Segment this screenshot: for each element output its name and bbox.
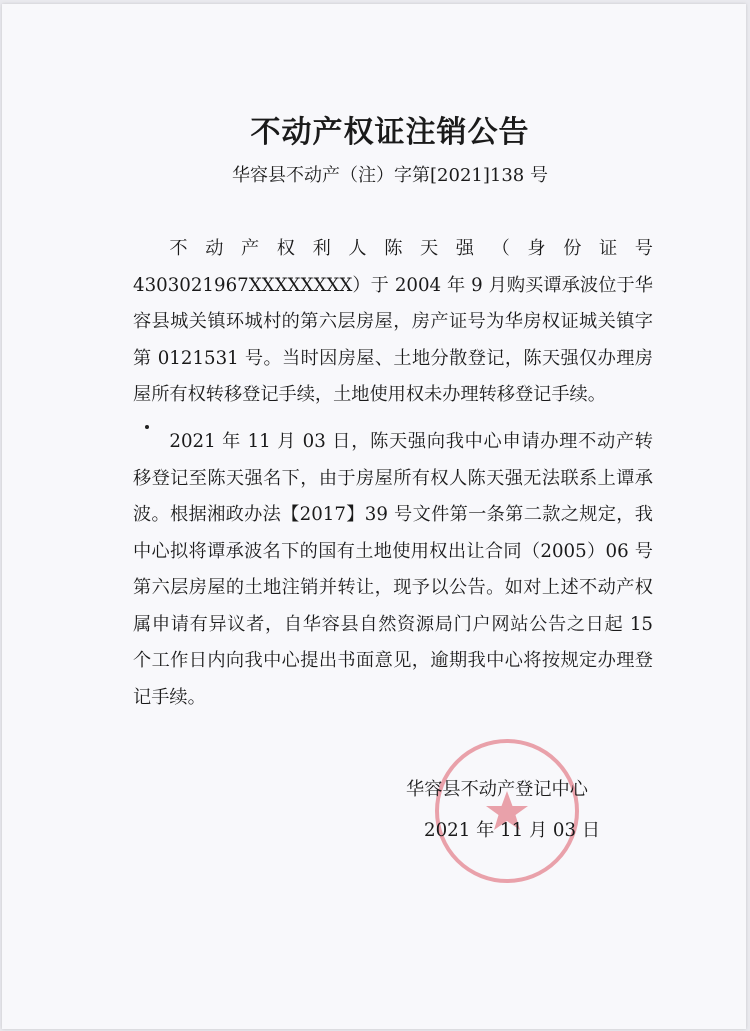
body-paragraph-2: 2021 年 11 月 03 日，陈天强向我中心申请办理不动产转移登记至陈天强名下，由于房屋所有权人陈天强无法联系上谭承波。根据湘政办法【2017】39 号文件第一条第二款之规定，我中心拟将谭承波名下的国有土地使用权出让合同（2005）06 号第六层房屋的土地注销并转让，现予以公告。如对上述不动产权属申请有异议者，自华容县自然资源局门户网站公告之日起 15 个工作日内向我中心提出书面意见，逾期我中心将按规定办理登记手续。 bbox=[133, 431, 653, 708]
signature-organization: 华容县不动产登记中心 bbox=[406, 779, 588, 800]
body-paragraph-1: 不动产权利人陈天强（身份证号 4303021967XXXXXXXX）于 2004 年 9 月购买谭承波位于华容县城关镇环城村的第六层房屋，房产证号为华房权证城关镇字第 0121531 号。当时因房屋、土地分散登记，陈天强仅办理房屋所有权转移登记手续，土地使用权未办理转移登记手续。 bbox=[133, 238, 653, 405]
signature-date: 2021 年 11 月 03 日 bbox=[424, 820, 601, 841]
document-title: 不动产权证注销公告 bbox=[250, 115, 530, 150]
document-number: 华容县不动产（注）字第[2021]138 号 bbox=[232, 165, 548, 186]
official-seal-stamp bbox=[432, 736, 582, 886]
